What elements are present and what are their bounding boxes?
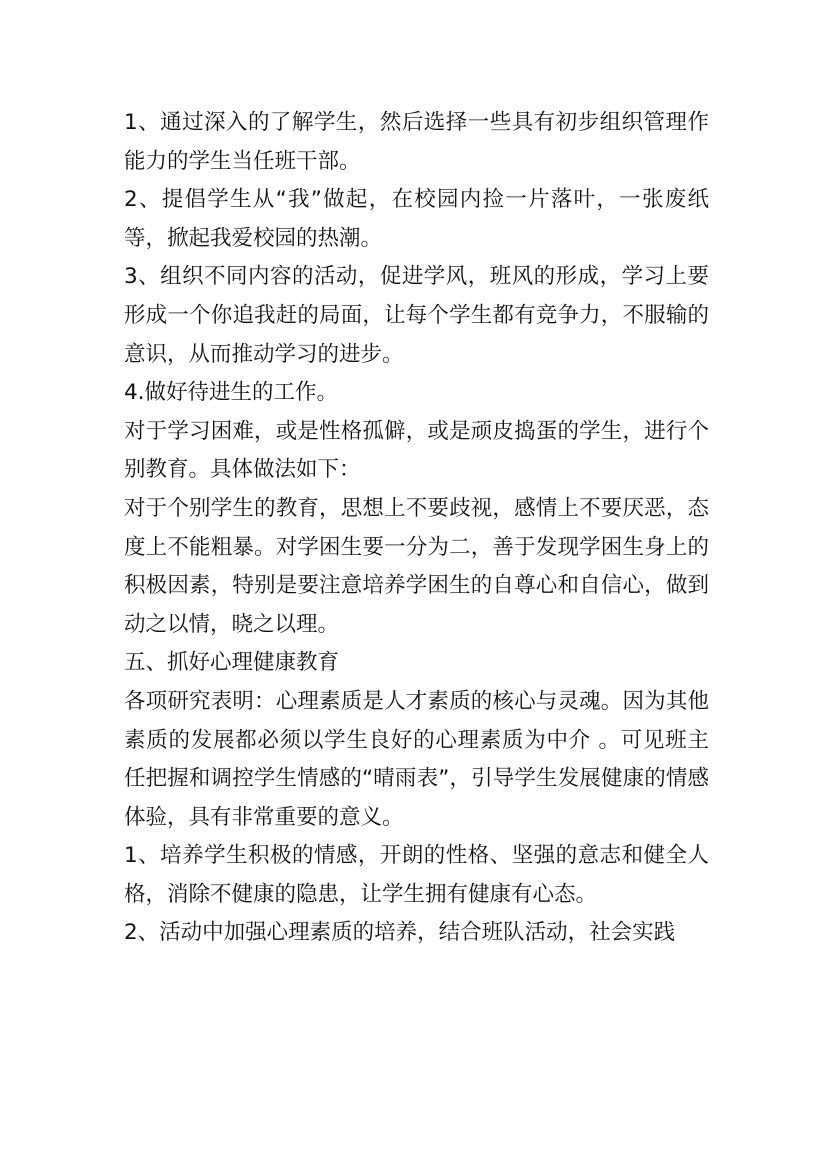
paragraph-individual-education: 对于学习困难，或是性格孤僻，或是顽皮捣蛋的学生，进行个别教育。具体做法如下：	[124, 418, 709, 483]
paragraph-activity-training: 2、活动中加强心理素质的培养，结合班队活动，社会实践	[124, 920, 676, 946]
paragraph-research-findings: 各项研究表明：心理素质是人才素质的核心与灵魂。因为其他素质的发展都必须以学生良好的心理素质为中介 。可见班主任把握和调控学生情感的“晴雨表”，引导学生发展健康的情感体验，具有非常重要的意义。	[124, 688, 709, 830]
section-heading-mental-health: 五、抓好心理健康教育	[124, 650, 340, 676]
paragraph-education-methods: 对于个别学生的教育，思想上不要歧视，感情上不要厌恶，态度上不能粗暴。对学困生要一分为二，善于发现学困生身上的积极因素，特别是要注意培养学困生的自尊心和自信心，做到动之以情，晓之以理。	[124, 495, 709, 637]
paragraph-love-campus: 2、提倡学生从“我”做起，在校园内捡一片落叶，一张废纸等，掀起我爱校园的热潮。	[124, 187, 709, 251]
paragraph-positive-emotions: 1、培养学生积极的情感，开朗的性格、坚强的意志和健全人格，消除不健康的隐患，让学生拥有健康有心态。	[124, 843, 709, 907]
paragraph-struggling-students-heading: 4.做好待进生的工作。	[124, 380, 339, 406]
paragraph-learning-activities: 3、组织不同内容的活动，促进学风，班风的形成，学习上要形成一个你追我赶的局面，让每个学生都有竞争力，不服输的意识，从而推动学习的进步。	[124, 264, 709, 367]
paragraph-class-cadre-selection: 1、通过深入的了解学生，然后选择一些具有初步组织管理作能力的学生当任班干部。	[124, 110, 709, 174]
document-body	[124, 104, 709, 953]
